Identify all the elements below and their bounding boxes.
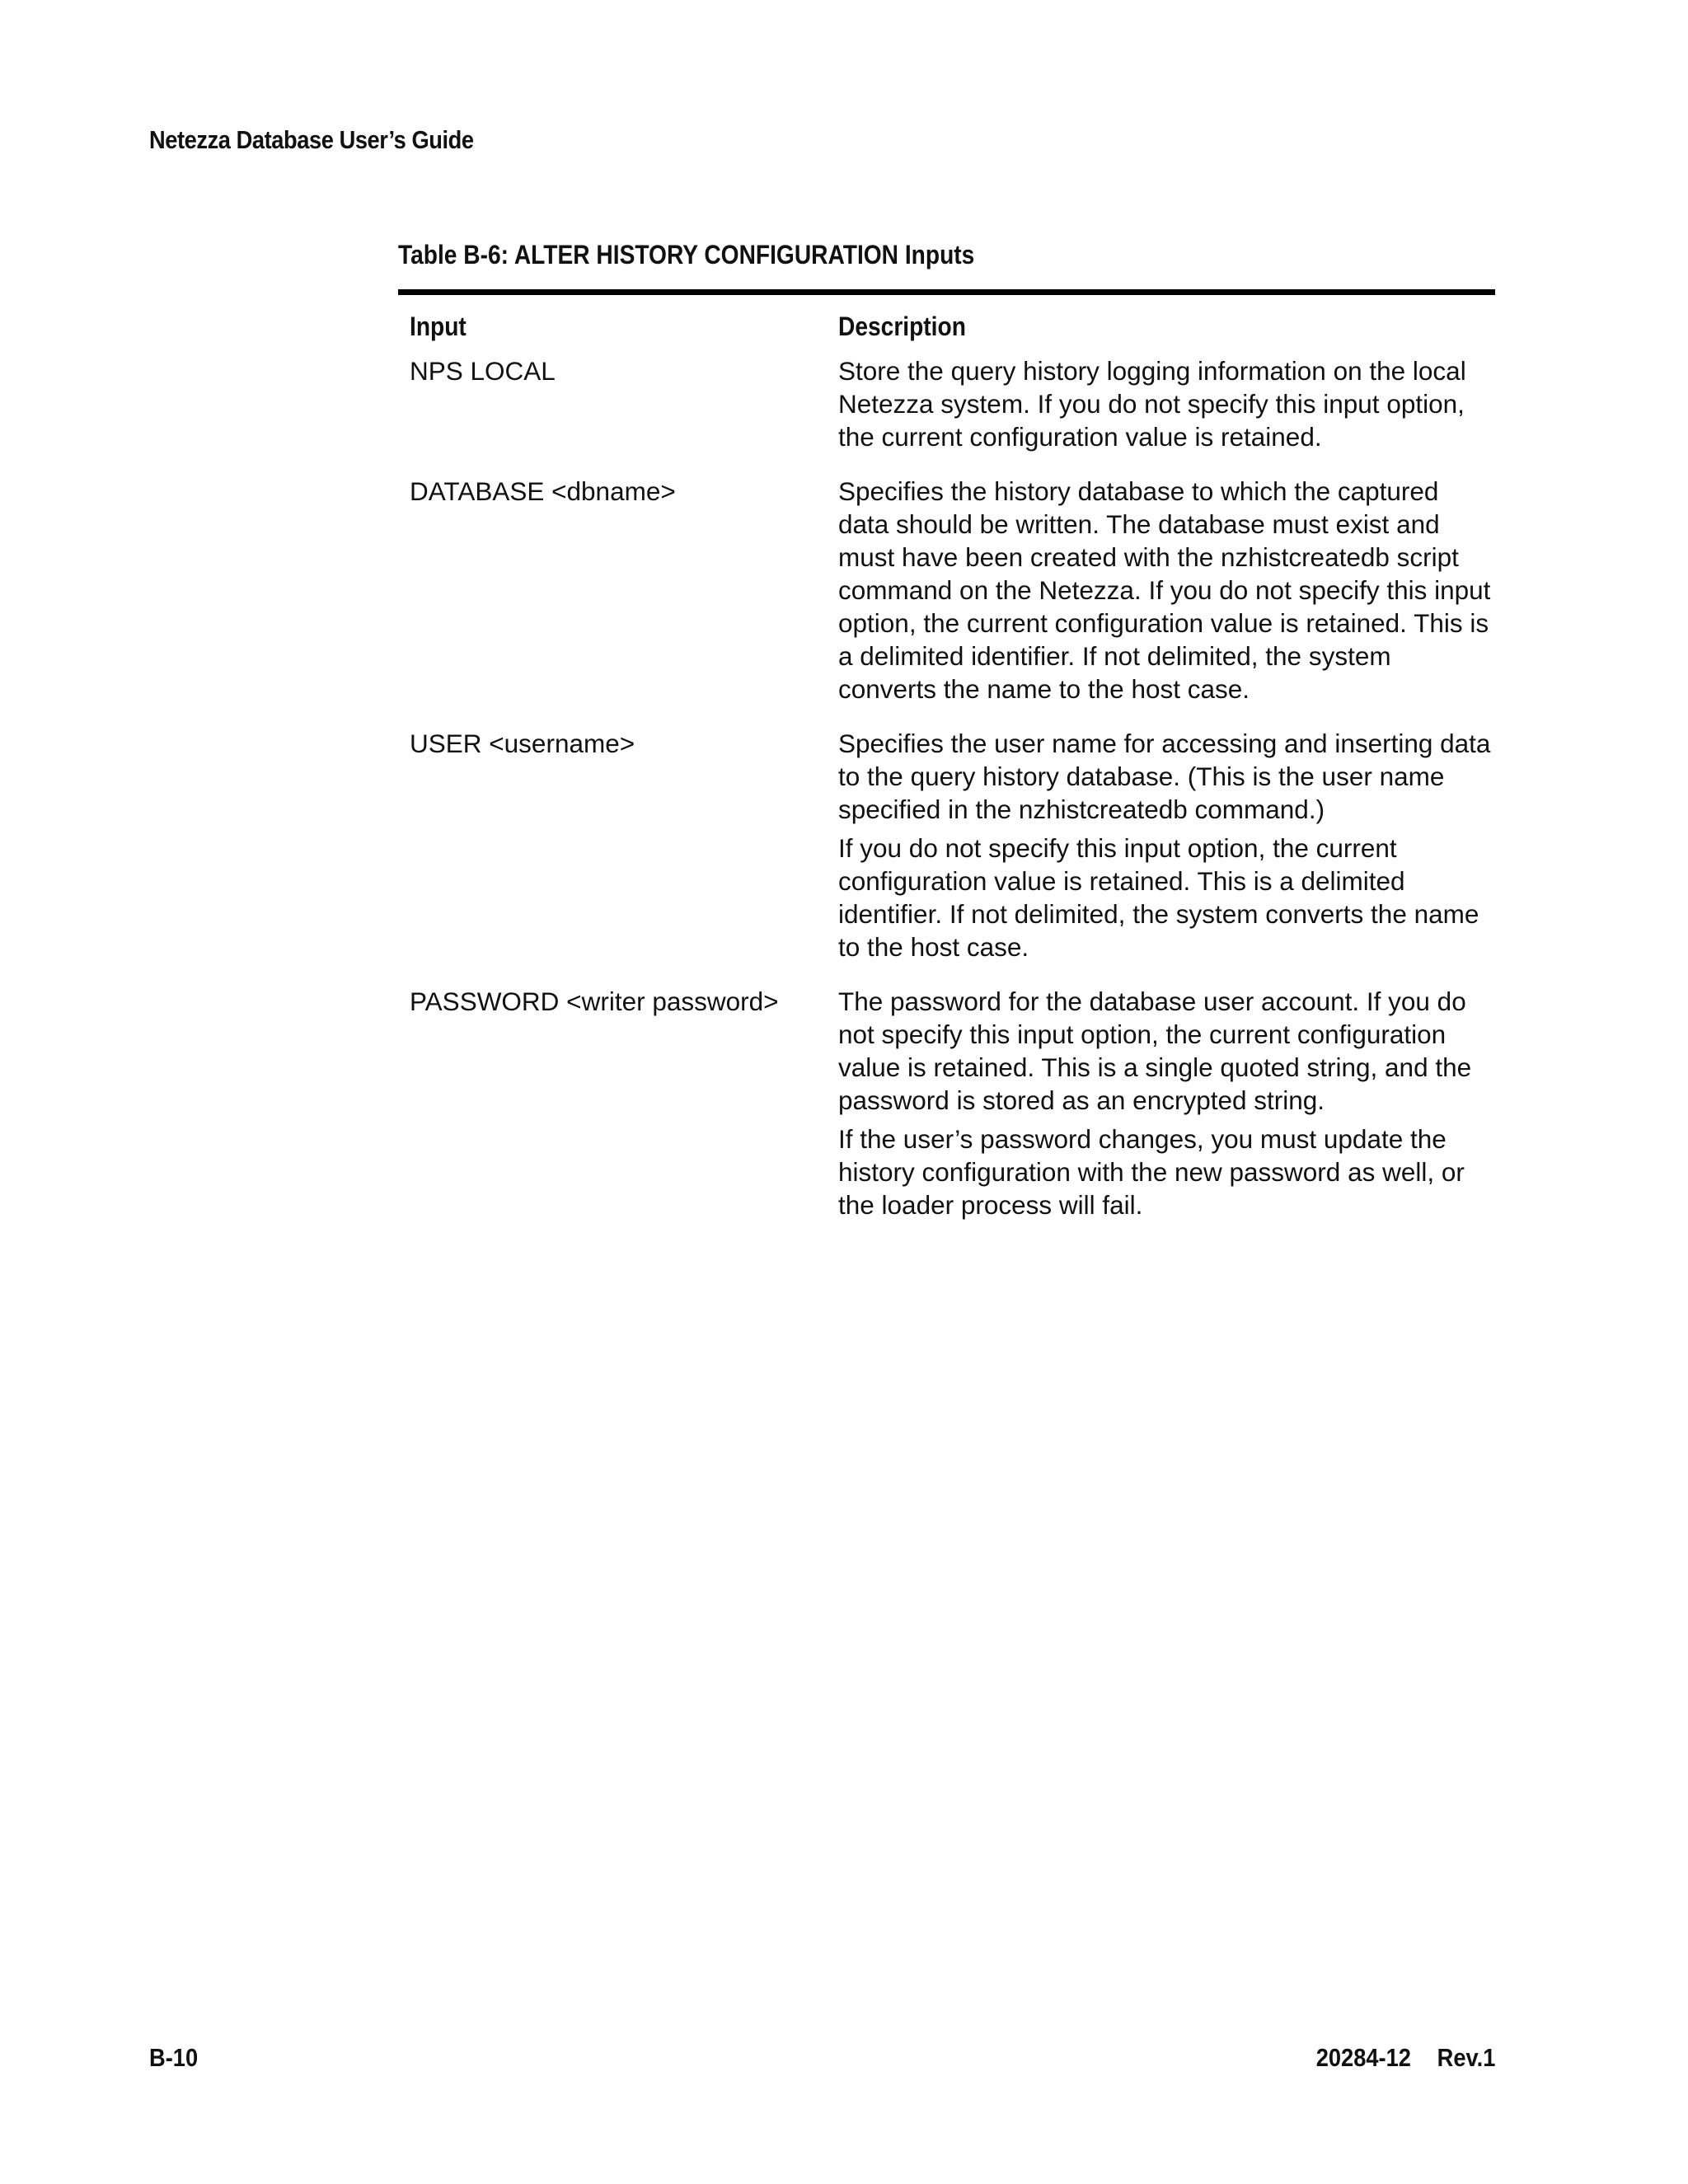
description-paragraph: Store the query history logging information on the local Netezza system. If you do not specify this input option, the current configuration value is retained.: [838, 356, 1466, 452]
column-header-input: Input: [410, 312, 467, 341]
table-top-rule: [398, 289, 1495, 295]
input-cell: PASSWORD <writer password>: [410, 987, 779, 1016]
description-cell: [827, 475, 1495, 727]
column-header-description: Description: [838, 312, 966, 341]
input-cell: DATABASE <dbname>: [410, 476, 676, 506]
description-paragraph: Specifies the user name for accessing and inserting data to the query history database. (This is the user name specified in the nzhistcreatedb command.): [838, 729, 1491, 824]
table-header-row: [398, 302, 1495, 354]
input-cell: USER <username>: [410, 729, 635, 758]
table-row: [398, 475, 1495, 727]
description-paragraph: If you do not specify this input option, the current configuration value is retained. This is a delimited identifier. If not delimited, the system converts the name to the host case.: [838, 833, 1479, 962]
description-cell: [827, 354, 1495, 475]
inputs-table: [398, 302, 1495, 1243]
revision-label: Rev.1: [1437, 2043, 1495, 2072]
table-row: [398, 354, 1495, 475]
input-cell: NPS LOCAL: [410, 356, 556, 386]
page-number: B-10: [149, 2043, 199, 2072]
document-number: 20284-12: [1315, 2043, 1411, 2072]
description-cell: [827, 985, 1495, 1243]
description-paragraph: The password for the database user account. If you do not specify this input option, the current configuration value is retained. This is a single quoted string, and the password is stored as an encrypted string.: [838, 987, 1472, 1115]
table-block: [398, 239, 1495, 1243]
description-paragraph: If the user’s password changes, you must update the history configuration with the new password as well, or the loader process will fail.: [838, 1124, 1465, 1220]
description-paragraph: Specifies the history database to which the captured data should be written. The database must exist and must have been created with the nzhistcreatedb script command on the Netezza. If you do not specify this input option, the current configuration value is retained. This is a delimited identifier. If not delimited, the system converts the name to the host case.: [838, 476, 1491, 704]
running-header: Netezza Database User’s Guide: [149, 125, 474, 154]
table-row: [398, 727, 1495, 985]
table-row: [398, 985, 1495, 1243]
document-revision: [1315, 2043, 1495, 2073]
description-cell: [827, 727, 1495, 985]
table-caption: Table B-6: ALTER HISTORY CONFIGURATION Inputs: [398, 240, 975, 269]
